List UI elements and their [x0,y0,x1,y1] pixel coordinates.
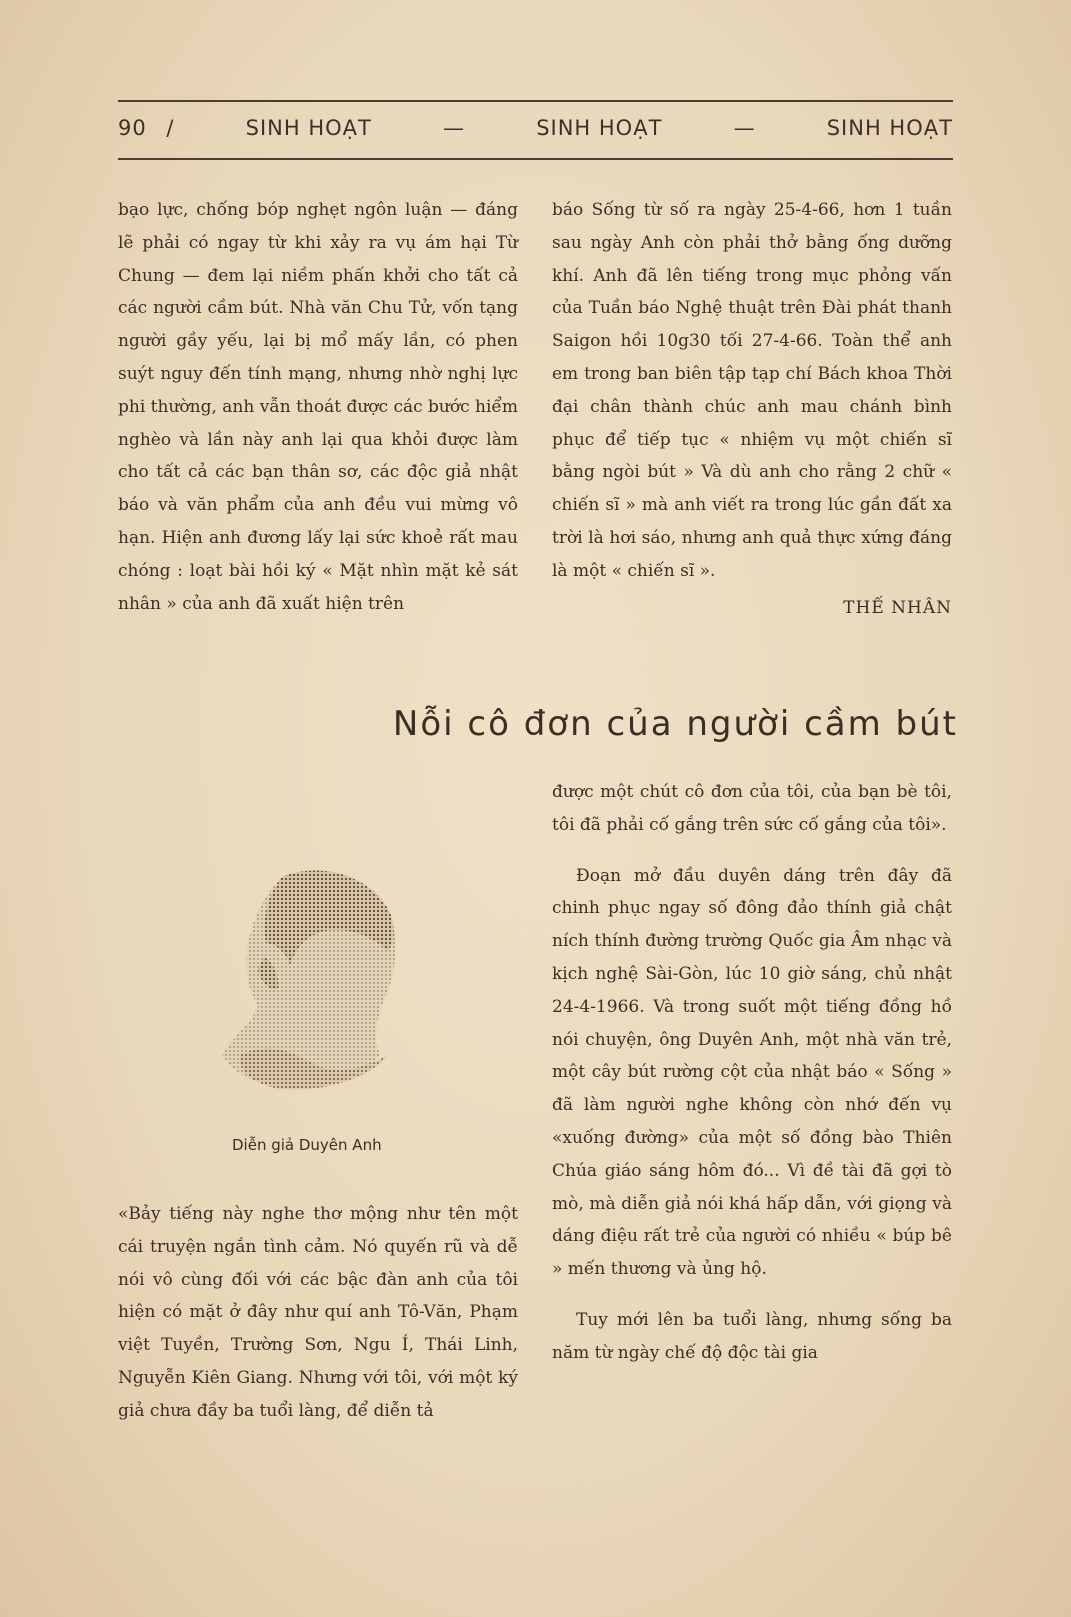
top-right-column [552,194,952,624]
header-top-rule [118,100,953,102]
header-label-2: SINH HOẠT [536,116,663,140]
header-label-1: SINH HOẠT [245,116,372,140]
paragraph: Đoạn mở đầu duyên dáng trên đây đã chinh phục ngay số đông đảo thính giả chật ních thính đường trường Quốc gia Âm nhạc và kịch nghệ Sài-Gòn, lúc 10 giờ sáng, chủ nhật 24-4-1966. Và trong suốt một tiếng đồng hồ nói chuyện, ông Duyên Anh, một nhà văn trẻ, một cây bút rường cột của nhật báo « Sống » đã làm người nghe không còn nhớ đến vụ «xuống đường» của một số đồng bào Thiên Chúa giáo sáng hôm đó... Vì đề tài đã gợi tò mò, mà diễn giả nói khá hấp dẫn, với giọng và dáng điệu rất trẻ của người có nhiều « búp bê » mến thương và ủng hộ. [552,865,952,1280]
paragraph: báo Sống từ số ra ngày 25-4-66, hơn 1 tuần sau ngày Anh còn phải thở bằng ống dưỡng khí. Anh đã lên tiếng trong mục phỏng vấn của Tuần báo Nghệ thuật trên Đài phát thanh Saigon hồi 10g30 tối 27-4-66. Toàn thể anh em trong ban biên tập tạp chí Bách khoa Thời đại chân thành chúc anh mau chánh bình phục để tiếp tục « nhiệm vụ một chiến sĩ bằng ngòi bút » Và dù anh cho rằng 2 chữ « chiến sĩ » mà anh viết ra trong lúc gần đất xa trời là hơi sáo, nhưng anh quả thực xứng đáng là một « chiến sĩ ». [552,200,952,581]
page-number: 90 / [118,116,175,140]
header-label-3: SINH HOẠT [826,116,953,140]
top-left-column [118,194,518,620]
speaker-photo [220,865,400,1095]
paragraph: bạo lực, chống bóp nghẹt ngôn luận — đáng lẽ phải có ngay từ khi xảy ra vụ ám hại Từ Chung — đem lại niềm phấn khởi cho tất cả các người cầm bút. Nhà văn Chu Tử, vốn tạng người gầy yếu, lại bị mổ mấy lần, có phen suýt nguy đến tính mạng, nhưng nhờ nghị lực phi thường, anh vẫn thoát được các bước hiểm nghèo và lần này anh lại qua khỏi được làm cho tất cả các bạn thân sơ, các độc giả nhật báo và văn phẩm của anh đều vui mừng vô hạn. Hiện anh đương lấy lại sức khoẻ rất mau chóng : loạt bài hồi ký « Mặt nhìn mặt kẻ sát nhân » của anh đã xuất hiện trên [118,200,518,614]
paragraph: «Bảy tiếng này nghe thơ mộng như tên một cái truyện ngắn tình cảm. Nó quyến rũ và dễ nói vô cùng đối với các bậc đàn anh của tôi hiện có mặt ở đây như quí anh Tô-Văn, Phạm việt Tuyền, Trường Sơn, Ngu Í, Thái Linh, Nguyễn Kiên Giang. Nhưng với tôi, với một ký giả chưa đầy ba tuổi làng, để diễn tả [118,1204,518,1421]
header-bottom-rule [118,158,953,160]
photo-caption: Diễn giả Duyên Anh [232,1136,382,1154]
paragraph: Tuy mới lên ba tuổi làng, nhưng sống ba năm từ ngày chế độ độc tài gia [552,1309,952,1363]
running-header [118,100,953,160]
speaker-portrait-image [220,865,400,1095]
paragraph: được một chút cô đơn của tôi, của bạn bè tôi, tôi đã phải cố gắng trên sức cố gắng của tôi». [552,782,952,835]
header-dash-1: — [443,116,466,140]
article-title: Nỗi cô đơn của người cầm bút [392,704,958,744]
header-dash-2: — [733,116,756,140]
signature: THẾ NHÂN [843,597,952,618]
article-right-column [552,776,952,1370]
article-left-column [118,1198,518,1428]
